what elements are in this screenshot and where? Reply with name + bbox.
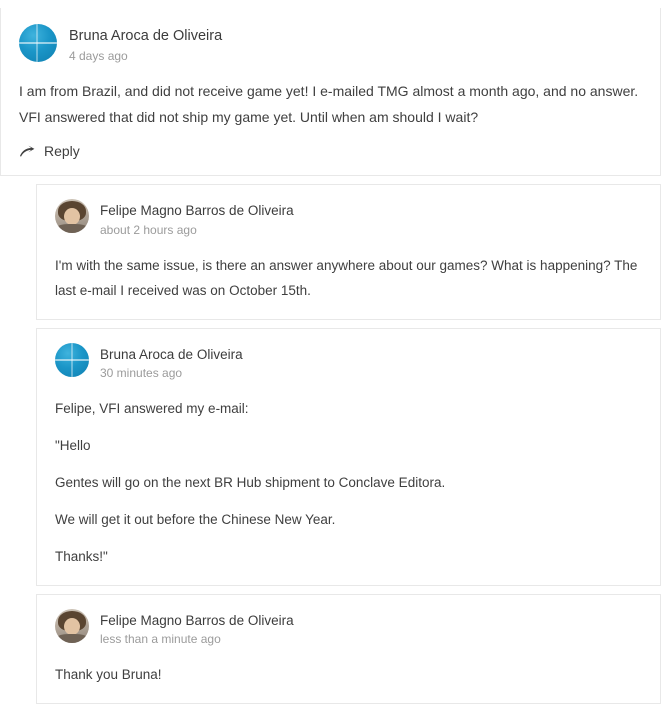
comment-header: [55, 343, 642, 382]
comment-body: [55, 253, 642, 303]
reply-comment: [36, 594, 661, 704]
comment-author[interactable]: Felipe Magno Barros de Oliveira: [100, 612, 294, 628]
comment-body: [55, 662, 642, 687]
comment-meta: [100, 199, 294, 238]
globe-avatar[interactable]: [55, 343, 89, 377]
comment-paragraph: "Hello: [55, 437, 91, 453]
comment-author[interactable]: Bruna Aroca de Oliveira: [100, 346, 243, 362]
comment-header: [55, 609, 642, 648]
comment-meta: [100, 343, 243, 382]
comment-paragraph: I am from Brazil, and did not receive game yet! I e-mailed TMG almost a month ago, and no answer. VFI answered that did not ship my game yet. Until when am should I wait?: [19, 83, 639, 126]
comment-timestamp: less than a minute ago: [100, 632, 221, 647]
reply-comment: [36, 184, 661, 319]
photo-avatar[interactable]: [55, 609, 89, 643]
avatar-face: [64, 618, 80, 635]
comment-header: [19, 24, 642, 64]
comment-paragraph: We will get it out before the Chinese New Year.: [55, 511, 336, 527]
comment-paragraph: Felipe, VFI answered my e-mail:: [55, 400, 249, 416]
avatar-body: [57, 634, 87, 643]
root-comment: [0, 8, 661, 176]
comment-body: [19, 78, 642, 130]
comment-paragraph: Gentes will go on the next BR Hub shipment to Conclave Editora.: [55, 474, 446, 490]
globe-avatar[interactable]: [19, 24, 57, 62]
comment-body: [55, 396, 642, 569]
comment-author[interactable]: Felipe Magno Barros de Oliveira: [100, 203, 294, 219]
reply-arrow-icon: [19, 145, 35, 159]
comment-timestamp: 4 days ago: [69, 48, 128, 63]
comment-timestamp: 30 minutes ago: [100, 366, 183, 381]
comment-author[interactable]: Bruna Aroca de Oliveira: [69, 28, 223, 44]
reply-comment: [36, 328, 661, 586]
comment-paragraph: Thanks!": [55, 548, 108, 564]
comment-meta: [100, 609, 294, 648]
reply-button[interactable]: [19, 144, 80, 158]
comment-timestamp: about 2 hours ago: [100, 222, 197, 237]
avatar-body: [57, 224, 87, 233]
comment-paragraph: I'm with the same issue, is there an answer anywhere about our games? What is happening? The last e-mail I received was on October 15th.: [55, 257, 638, 298]
reply-label: Reply: [44, 143, 80, 160]
comment-paragraph: Thank you Bruna!: [55, 666, 162, 682]
photo-avatar[interactable]: [55, 199, 89, 233]
comment-header: [55, 199, 642, 238]
thread-top-spacer: [0, 0, 661, 8]
avatar-face: [64, 208, 80, 225]
comment-meta: [69, 24, 222, 64]
